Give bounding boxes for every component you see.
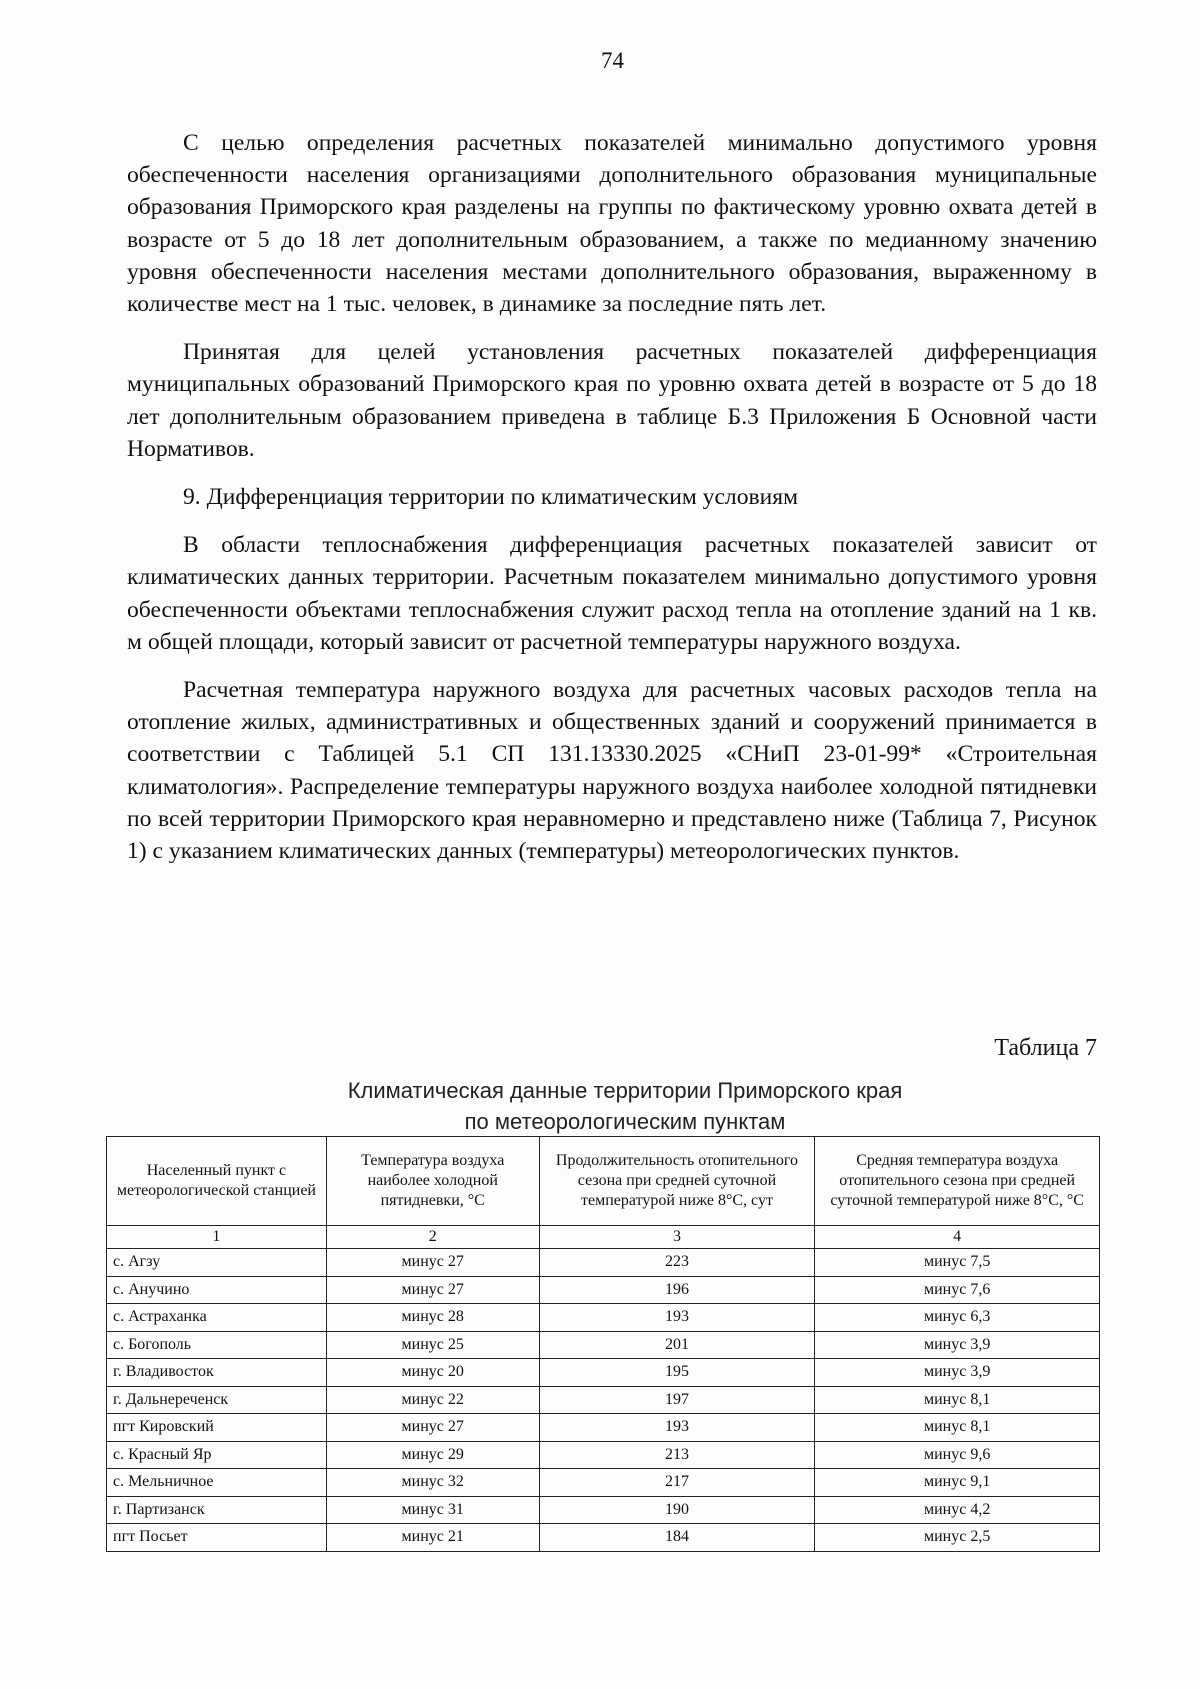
column-header: Продолжительность отопительного сезона при средней суточной температурой ниже 8°С, сут	[539, 1137, 815, 1226]
column-header: Средняя температура воздуха отопительного сезона при средней суточной температурой ниже 8°С, °С	[815, 1137, 1100, 1226]
table-cell: г. Дальнереченск	[107, 1386, 327, 1414]
table-cell: 197	[539, 1386, 815, 1414]
table-cell: минус 22	[326, 1386, 539, 1414]
table-cell: минус 9,6	[815, 1441, 1100, 1469]
table-cell: 190	[539, 1496, 815, 1524]
table-cell: минус 28	[326, 1304, 539, 1332]
table-row	[107, 1304, 1100, 1332]
column-number: 4	[815, 1226, 1100, 1249]
column-number: 3	[539, 1226, 815, 1249]
table-cell: 223	[539, 1249, 815, 1277]
table-header-row	[107, 1137, 1100, 1226]
paragraph: Расчетная температура наружного воздуха для расчетных часовых расходов тепла на отопление жилых, административных и общественных зданий и сооружений принимается в соответствии с Таблицей 5.1 СП 131.13330.2025 «СНиП 23-01-99* «Строительная климатология». Распределение температуры наружного воздуха наиболее холодной пятидневки по всей территории Приморского края неравномерно и представлено ниже (Таблица 7, Рисунок 1) с указанием климатических данных (температуры) метеорологических пунктов.	[127, 677, 1097, 865]
table-row	[107, 1469, 1100, 1497]
table-row	[107, 1441, 1100, 1469]
table-title-line: по метеорологическим пунктам	[464, 1109, 786, 1134]
table-cell: 193	[539, 1414, 815, 1442]
table-title-line: Климатическая данные территории Приморского края	[347, 1078, 903, 1103]
body-text	[127, 127, 1097, 867]
table-cell: 193	[539, 1304, 815, 1332]
table-cell: минус 6,3	[815, 1304, 1100, 1332]
table-cell: минус 8,1	[815, 1386, 1100, 1414]
table-row	[107, 1249, 1100, 1277]
table-cell: минус 7,6	[815, 1276, 1100, 1304]
table-cell: минус 3,9	[815, 1359, 1100, 1387]
column-header: Населенный пункт с метеорологической станцией	[107, 1137, 327, 1226]
table-cell: минус 31	[326, 1496, 539, 1524]
table-cell: с. Красный Яр	[107, 1441, 327, 1469]
table-cell: г. Партизанск	[107, 1496, 327, 1524]
table-row	[107, 1276, 1100, 1304]
table-cell: 184	[539, 1524, 815, 1552]
table-title	[150, 1075, 1100, 1137]
table-cell: минус 9,1	[815, 1469, 1100, 1497]
column-number: 1	[107, 1226, 327, 1249]
table-cell: минус 4,2	[815, 1496, 1100, 1524]
table-cell: с. Анучино	[107, 1276, 327, 1304]
table-cell: пгт Посьет	[107, 1524, 327, 1552]
table-cell: минус 8,1	[815, 1414, 1100, 1442]
table-cell: минус 25	[326, 1331, 539, 1359]
table-row	[107, 1524, 1100, 1552]
table-row	[107, 1496, 1100, 1524]
column-number-row	[107, 1226, 1100, 1249]
table-cell: г. Владивосток	[107, 1359, 327, 1387]
table-cell: минус 20	[326, 1359, 539, 1387]
table-cell: 213	[539, 1441, 815, 1469]
table-cell: минус 27	[326, 1414, 539, 1442]
table-cell: минус 27	[326, 1249, 539, 1277]
paragraph: Принятая для целей установления расчетных показателей дифференциация муниципальных образований Приморского края по уровню охвата детей в возрасте от 5 до 18 лет дополнительным образованием приведена в таблице Б.3 Приложения Б Основной части Нормативов.	[127, 339, 1097, 462]
table-cell: минус 32	[326, 1469, 539, 1497]
paragraph: В области теплоснабжения дифференциация расчетных показателей зависит от климатических данных территории. Расчетным показателем минимально допустимого уровня обеспеченности объектами теплоснабжения служит расход тепла на отопление зданий на 1 кв. м общей площади, который зависит от расчетной температуры наружного воздуха.	[127, 532, 1097, 655]
section-heading: 9. Дифференциация территории по климатическим условиям	[183, 484, 799, 511]
page-number: 74	[601, 48, 624, 73]
table-cell: минус 29	[326, 1441, 539, 1469]
paragraph: С целью определения расчетных показателей минимально допустимого уровня обеспеченности населения организациями дополнительного образования муниципальные образования Приморского края разделены на группы по фактическому уровню охвата детей в возрасте от 5 до 18 лет дополнительным образованием, а также по медианному значению уровня обеспеченности населения местами дополнительного образования, выраженному в количестве мест на 1 тыс. человек, в динамике за последние пять лет.	[127, 130, 1097, 318]
table-cell: минус 2,5	[815, 1524, 1100, 1552]
table-cell: с. Мельничное	[107, 1469, 327, 1497]
table-row	[107, 1386, 1100, 1414]
table-cell: с. Агзу	[107, 1249, 327, 1277]
table-cell: минус 3,9	[815, 1331, 1100, 1359]
table-cell: 195	[539, 1359, 815, 1387]
column-header: Температура воздуха наиболее холодной пятидневки, °С	[326, 1137, 539, 1226]
table-label: Таблица 7	[994, 1035, 1097, 1061]
table-cell: минус 7,5	[815, 1249, 1100, 1277]
table-row	[107, 1414, 1100, 1442]
climate-table	[106, 1136, 1100, 1552]
table-cell: 217	[539, 1469, 815, 1497]
table-cell: минус 27	[326, 1276, 539, 1304]
table-row	[107, 1359, 1100, 1387]
table-cell: пгт Кировский	[107, 1414, 327, 1442]
table-cell: минус 21	[326, 1524, 539, 1552]
table-cell: с. Астраханка	[107, 1304, 327, 1332]
table-cell: 201	[539, 1331, 815, 1359]
table-cell: с. Богополь	[107, 1331, 327, 1359]
column-number: 2	[326, 1226, 539, 1249]
table-cell: 196	[539, 1276, 815, 1304]
table-row	[107, 1331, 1100, 1359]
